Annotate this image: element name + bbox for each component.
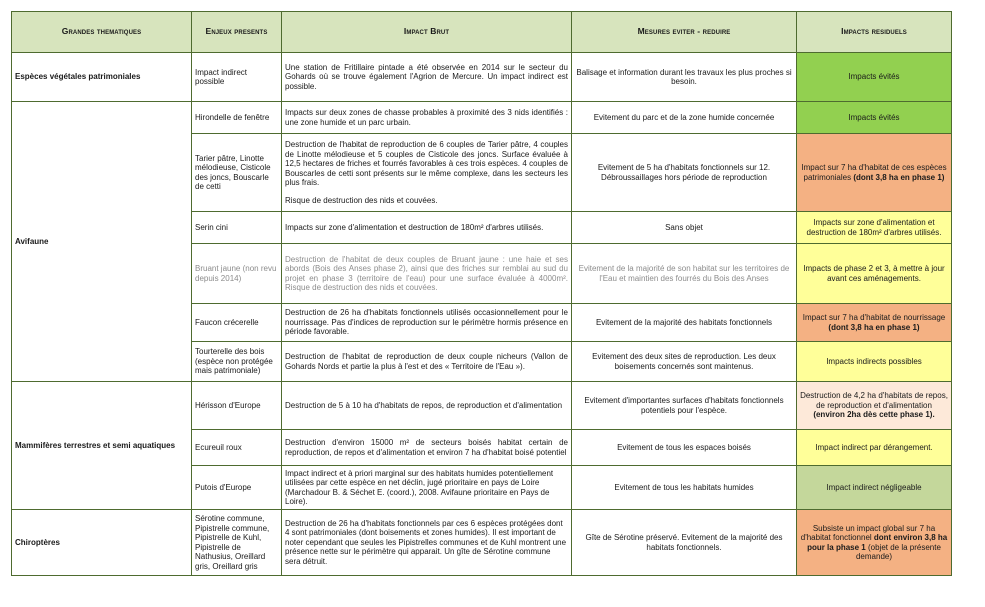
impact-text: Destruction de l'habitat de reproduction de 6 couples de Tarier pâtre, 4 couples de Linotte mélodieuse et 5 couples de Cisticole des joncs. Surface évaluée à 12,5 hectares de friches et fourrés favorables à ces trois espèces. 4 couples de Bouscarles de cetti sont présents sur le même complexe, dans les secteurs les plus frais.: [285, 140, 568, 187]
residuel-cell: Impacts évités: [797, 102, 952, 134]
mesures-cell: Sans objet: [572, 212, 797, 244]
residuel-cell: [797, 382, 952, 430]
residuel-bold: (dont 3,8 ha en phase 1): [828, 322, 920, 332]
residuel-cell: Impacts de phase 2 et 3, à mettre à jour avant ces aménagements.: [797, 244, 952, 304]
table-row: [12, 53, 952, 102]
mesures-cell: Evitement des deux sites de reproduction. Les deux boisements concernés sont maintenus.: [572, 342, 797, 382]
header-mesures: Mesures eviter - reduire: [572, 12, 797, 53]
residuel-cell: Impacts évités: [797, 53, 952, 102]
residuel-cell: [797, 510, 952, 576]
impact-cell: Destruction de l'habitat de reproduction de deux couple nicheurs (Vallon de Gohards Nords et partie la plus à l'est et des « Territoire de l'Eau »).: [282, 342, 572, 382]
mesures-cell: Balisage et information durant les travaux les plus proches si besoin.: [572, 53, 797, 102]
mesures-cell: Evitement du parc et de la zone humide concernée: [572, 102, 797, 134]
residuel-cell: Impacts sur zone d'alimentation et destruction de 180m² d'arbres utilisés.: [797, 212, 952, 244]
mesures-cell: Evitement de 5 ha d'habitats fonctionnels sur 12. Débroussaillages hors période de reproduction: [572, 134, 797, 212]
header-residuels: Impacts residuels: [797, 12, 952, 53]
theme-chiropteres: Chiroptères: [12, 510, 192, 576]
impact-table: [11, 11, 952, 576]
residuel-cell: Impact indirect négligeable: [797, 466, 952, 510]
impact-cell: Destruction d'environ 15000 m² de secteurs boisés habitat certain de reproduction, de repos et d'alimentation et environ 7 ha d'habitat boisé potentiel: [282, 430, 572, 466]
residuel-cell: [797, 304, 952, 342]
impact-cell: Impact indirect et à priori marginal sur des habitats humides potentiellement utilisées par cette espèce en net déclin, jugé prioritaire en pays de Loire (Marchadour B. & Séchet E. (coord.), 2008. Avifaune prioritaire en Pays de Loire).: [282, 466, 572, 510]
enjeu-cell: Hirondelle de fenêtre: [192, 102, 282, 134]
residuel-cell: Impacts indirects possibles: [797, 342, 952, 382]
mesures-cell: Evitement de la majorité des habitats fonctionnels: [572, 304, 797, 342]
residuel-text: Impact sur 7 ha d'habitat de ces espèces patrimoniales: [801, 163, 947, 182]
residuel-cell: Impact indirect par dérangement.: [797, 430, 952, 466]
table-row: [12, 510, 952, 576]
residuel-text-end: (objet de la présente demande): [855, 542, 941, 561]
enjeu-cell: Hérisson d'Europe: [192, 382, 282, 430]
residuel-bold: (dont 3,8 ha en phase 1): [853, 172, 945, 182]
enjeu-cell: Putois d'Europe: [192, 466, 282, 510]
residuel-text: Subsiste un impact global sur 7 ha d'habitat fonctionnel: [800, 523, 936, 542]
header-enjeux: Enjeux presents: [192, 12, 282, 53]
enjeu-cell: Tarier pâtre, Linotte mélodieuse, Cisticole des joncs, Bouscarle de cetti: [192, 134, 282, 212]
mesures-cell: Evitement de tous les espaces boisés: [572, 430, 797, 466]
theme-avifaune: Avifaune: [12, 102, 192, 382]
mesures-cell: Evitement de tous les habitats humides: [572, 466, 797, 510]
impact-text-2: Risque de destruction des nids et couvées.: [285, 195, 438, 205]
impact-cell: Destruction de 26 ha d'habitats fonctionnels utilisés occasionnellement pour le nourrissage. Pas d'indices de reproduction sur le périmètre hormis présence en période favorable.: [282, 304, 572, 342]
residuel-text: Destruction de 4,2 ha d'habitats de repos, de reproduction et d'alimentation: [800, 391, 948, 410]
enjeu-cell: Impact indirect possible: [192, 53, 282, 102]
enjeu-cell: Sérotine commune, Pipistrelle commune, Pipistrelle de Kuhl, Pipistrelle de Nathusius, Oreillard gris, Oreillard gris: [192, 510, 282, 576]
mesures-cell: Gîte de Sérotine préservé. Evitement de la majorité des habitats fonctionnels.: [572, 510, 797, 576]
impact-cell: Destruction de l'habitat de deux couples de Bruant jaune : une haie et ses abords (Bois des Anses phase 2), ainsi que des friches sur remblai au sud du projet en phase 3 (territoire de l'eau) pour une surface évaluée à 4000m². Risque de destruction des nids et couvées.: [282, 244, 572, 304]
residuel-text: Impact sur 7 ha d'habitat de nourrissage: [802, 313, 946, 322]
enjeu-cell: Faucon crécerelle: [192, 304, 282, 342]
enjeu-cell: Tourterelle des bois (espèce non protégée mais patrimoniale): [192, 342, 282, 382]
residuel-bold: dont environ 3,8 ha pour la phase 1: [807, 533, 948, 552]
impact-cell: Destruction de 26 ha d'habitats fonctionnels par ces 6 espèces protégées dont 4 sont patrimoniales (dont boisements et zones humides). Il est important de noter cependant que seules les Pipistrelles communes et de Kuhl montrent une présence nette sur le périmètre qui apparait. Un gîte de Sérotine commune sera détruit.: [282, 510, 572, 576]
impact-cell: Impacts sur zone d'alimentation et destruction de 180m² d'arbres utilisés.: [282, 212, 572, 244]
residuel-bold: (environ 2ha dès cette phase 1).: [813, 410, 935, 420]
header-impact: Impact Brut: [282, 12, 572, 53]
residuel-cell: [797, 134, 952, 212]
impact-cell: Destruction de 5 à 10 ha d'habitats de repos, de reproduction et d'alimentation: [282, 382, 572, 430]
theme-mammiferes: Mammifères terrestres et semi aquatiques: [12, 382, 192, 510]
theme-vegetales: Espèces végétales patrimoniales: [12, 53, 192, 102]
mesures-cell: Evitement de la majorité de son habitat sur les territoires de l'Eau et maintien des fourrés du Bois des Anses: [572, 244, 797, 304]
impact-cell: [282, 134, 572, 212]
enjeu-cell: Serin cini: [192, 212, 282, 244]
table-header-row: [12, 12, 952, 53]
table-row: [12, 102, 952, 134]
header-theme: Grandes thematiques: [12, 12, 192, 53]
impact-cell: Impacts sur deux zones de chasse probables à proximité des 3 nids identifiés : une zone humide et un parc urbain.: [282, 102, 572, 134]
enjeu-cell: Ecureuil roux: [192, 430, 282, 466]
mesures-cell: Evitement d'importantes surfaces d'habitats fonctionnels potentiels pour l'espèce.: [572, 382, 797, 430]
enjeu-cell: Bruant jaune (non revu depuis 2014): [192, 244, 282, 304]
table-row: [12, 382, 952, 430]
impact-cell: Une station de Fritillaire pintade a été observée en 2014 sur le secteur du Gohards où se trouve également l'Agrion de Mercure. Un impact indirect est possible.: [282, 53, 572, 102]
